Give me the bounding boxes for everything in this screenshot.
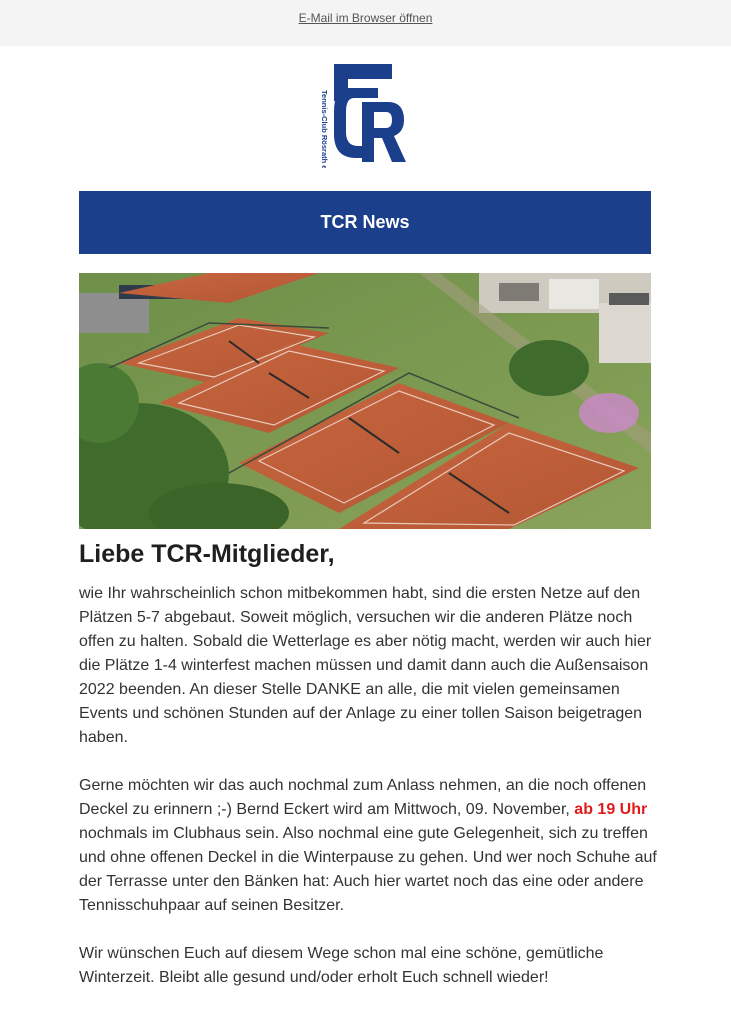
aerial-court-image xyxy=(79,273,651,529)
paragraph-2-text-end: nochmals im Clubhaus sein. Also nochmal eine gute Gelegenheit, sich zu treffen und ohne offenen Deckel in die Winterpause zu gehen. Und wer noch Schuhe auf der Terrasse unter den Bänken hat: Auch hier wartet noch das eine oder andere Tennisschuhpaar auf seinen Besitzer. xyxy=(79,825,657,914)
paragraph-2 xyxy=(79,774,659,918)
time-highlight: ab 19 Uhr xyxy=(574,801,648,818)
paragraph-1: wie Ihr wahrscheinlich schon mitbekommen habt, sind die ersten Netze auf den Plätzen 5-7 abgebaut. Soweit möglich, versuchen wir die anderen Plätze noch offen zu halten. Sobald die Wetterlage es aber nötig macht, werden wir auch hier die Plätze 1-4 winterfest machen müssen und damit dann auch die Außensaison 2022 beenden. An dieser Stelle DANKE an alle, die mit vielen gemeinsamen Events und schönen Stunden auf der Anlage zu einer tollen Saison beigetragen haben. xyxy=(79,585,652,746)
paragraph-3: Wir wünschen Euch auf diesem Wege schon mal eine schöne, gemütliche Winterzeit. Bleibt alle gesund und/oder erholt Euch schnell wieder! xyxy=(79,945,604,986)
tcr-logo xyxy=(312,62,412,168)
svg-text:Tennis-Club Rösrath e.V.: Tennis-Club Rösrath e.V. xyxy=(320,90,329,168)
tcr-logo-graphic xyxy=(312,62,412,168)
greeting-heading: Liebe TCR-Mitglieder, xyxy=(79,540,335,568)
tennis-courts-photo xyxy=(79,273,651,529)
browser-view-bar xyxy=(0,0,731,46)
newsletter-body xyxy=(79,582,659,1014)
open-in-browser-link[interactable]: E-Mail im Browser öffnen xyxy=(298,11,433,25)
news-banner: TCR News xyxy=(79,191,651,254)
paragraph-2-text-start: Gerne möchten wir das auch nochmal zum Anlass nehmen, an die noch offenen Deckel zu erinnern ;-) Bernd Eckert wird am Mittwoch, 09. November, xyxy=(79,777,647,818)
